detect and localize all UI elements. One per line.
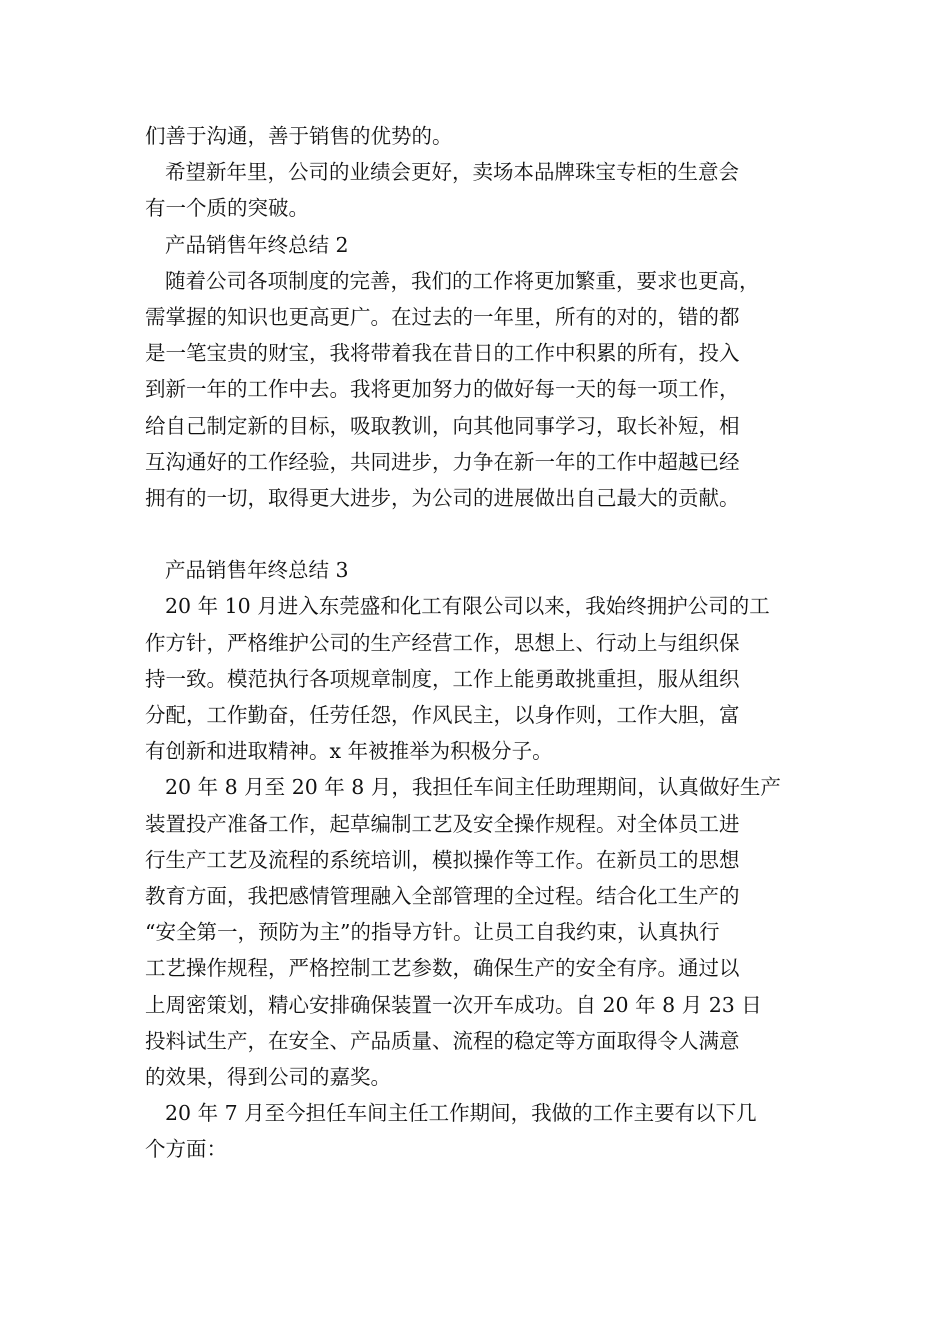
- document-body: [145, 118, 835, 1167]
- text-line: 随着公司各项制度的完善，我们的工作将更加繁重，要求也更高，: [165, 268, 760, 293]
- section-heading: 产品销售年终总结 2: [165, 232, 349, 257]
- blank-line: [145, 516, 835, 552]
- text-line: 装置投产准备工作，起草编制工艺及安全操作规程。对全体员工进: [145, 811, 740, 836]
- text-line: 希望新年里，公司的业绩会更好，卖场本品牌珠宝专柜的生意会: [165, 160, 739, 185]
- text-line: 互沟通好的工作经验，共同进步，力争在新一年的工作中超越已经: [145, 449, 740, 474]
- text-line: 20 年 10 月进入东莞盛和化工有限公司以来，我始终拥护公司的工: [165, 594, 770, 619]
- text-line: 需掌握的知识也更高更广。在过去的一年里，所有的对的，错的都: [145, 304, 740, 329]
- text-line: 20 年 7 月至今担任车间主任工作期间，我做的工作主要有以下几: [165, 1101, 757, 1126]
- text-line: 给自己制定新的目标，吸取教训，向其他同事学习，取长补短，相: [145, 413, 740, 438]
- text-line: 有创新和进取精神。x 年被推举为积极分子。: [145, 739, 553, 764]
- text-line: “安全第一，预防为主”的指导方针。让员工自我约束，认真执行: [145, 920, 720, 945]
- text-line: 行生产工艺及流程的系统培训，模拟操作等工作。在新员工的思想: [145, 847, 740, 872]
- text-line: 是一笔宝贵的财宝，我将带着我在昔日的工作中积累的所有，投入: [145, 341, 740, 366]
- text-line: 拥有的一切，取得更大进步，为公司的进展做出自己最大的贡献。: [145, 485, 740, 510]
- text-line: 上周密策划，精心安排确保装置一次开车成功。自 20 年 8 月 23 日: [145, 992, 762, 1017]
- text-line: 教育方面，我把感情管理融入全部管理的全过程。结合化工生产的: [145, 883, 740, 908]
- section-heading: 产品销售年终总结 3: [165, 558, 349, 583]
- text-line: 投料试生产，在安全、产品质量、流程的稳定等方面取得令人满意: [145, 1028, 740, 1053]
- text-line: 个方面：: [145, 1137, 227, 1162]
- text-line: 们善于沟通，善于销售的优势的。: [145, 124, 453, 148]
- text-line: 的效果，得到公司的嘉奖。: [145, 1064, 391, 1089]
- text-line: 到新一年的工作中去。我将更加努力的做好每一天的每一项工作，: [145, 377, 740, 402]
- text-line: 分配，工作勤奋，任劳任怨，作风民主，以身作则，工作大胆，富: [145, 703, 740, 727]
- text-line: 有一个质的突破。: [145, 196, 309, 221]
- text-line: 持一致。模范执行各项规章制度，工作上能勇敢挑重担，服从组织: [145, 666, 740, 691]
- text-line: 作方针，严格维护公司的生产经营工作，思想上、行动上与组织保: [145, 630, 740, 655]
- text-line: 20 年 8 月至 20 年 8 月，我担任车间主任助理期间，认真做好生产: [165, 775, 781, 800]
- text-line: 工艺操作规程，严格控制工艺参数，确保生产的安全有序。通过以: [145, 956, 740, 981]
